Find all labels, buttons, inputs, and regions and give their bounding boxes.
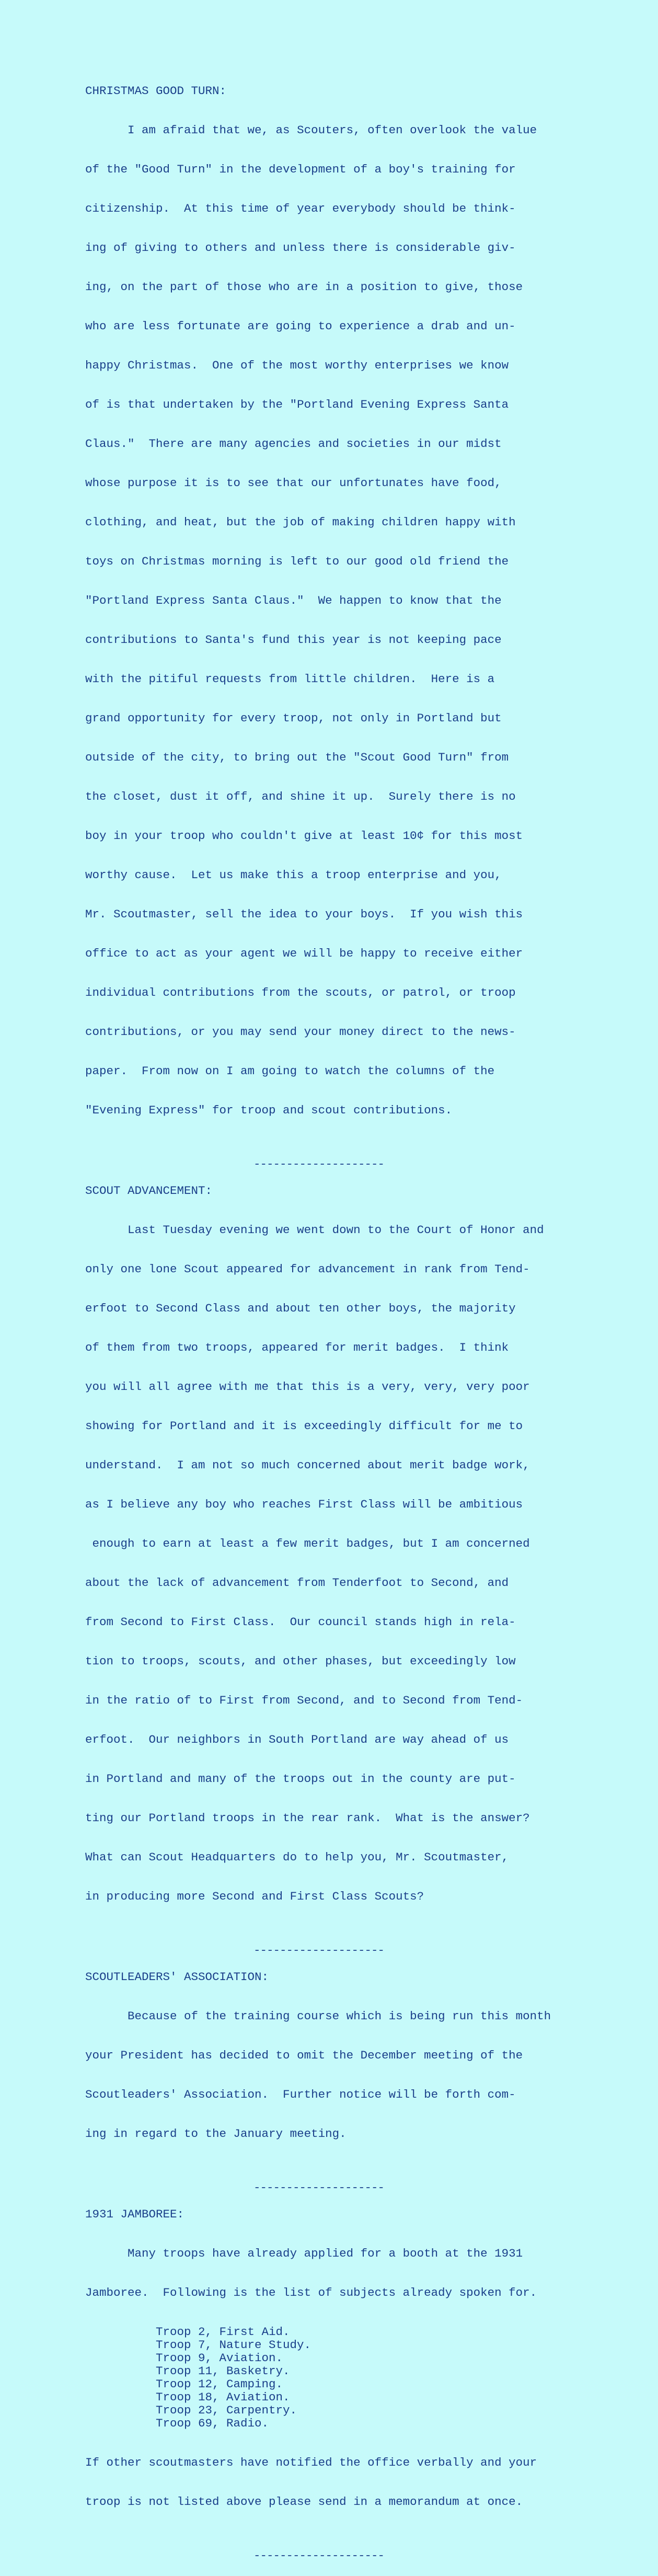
text-line: Many troops have already applied for a booth at the 1931 <box>85 2247 523 2260</box>
text-line: troop is not listed above please send in a memorandum at once. <box>85 2495 523 2509</box>
list-item: Troop 2, First Aid. <box>156 2325 290 2339</box>
text-line: contributions, or you may send your money direct to the news- <box>85 1025 516 1039</box>
text-line: ing, on the part of those who are in a position to give, those <box>85 280 523 294</box>
section-body <box>85 98 597 1143</box>
text-line: about the lack of advancement from Tenderfoot to Second, and <box>85 1576 509 1590</box>
list-item: Troop 9, Aviation. <box>156 2351 283 2365</box>
text-line: as I believe any boy who reaches First Class will be ambitious <box>85 1498 523 1511</box>
text-line: citizenship. At this time of year everybody should be think- <box>85 202 516 215</box>
text-line: grand opportunity for every troop, not only in Portland but <box>85 711 502 725</box>
text-line: toys on Christmas morning is left to our good old friend the <box>85 555 509 568</box>
text-line: of them from two troops, appeared for merit badges. I think <box>85 1341 509 1354</box>
section-scout-advancement <box>85 1184 597 1929</box>
text-line: with the pitiful requests from little children. Here is a <box>85 672 495 686</box>
list-item: Troop 12, Camping. <box>156 2377 283 2391</box>
text-line: you will all agree with me that this is a very, very, very poor <box>85 1380 530 1394</box>
section-body <box>85 2221 597 2326</box>
text-line: understand. I am not so much concerned about merit badge work, <box>85 1458 530 1472</box>
section-body <box>85 1198 597 1929</box>
text-line: I am afraid that we, as Scouters, often overlook the value <box>85 123 537 137</box>
text-line: individual contributions from the scouts, or patrol, or troop <box>85 986 516 999</box>
section-title: 1931 JAMBOREE: <box>85 2207 184 2221</box>
list-item: Troop 7, Nature Study. <box>156 2338 311 2352</box>
troop-subject-list <box>85 2326 597 2430</box>
text-line: in Portland and many of the troops out in the county are put- <box>85 1772 516 1786</box>
closing-note <box>85 2430 597 2535</box>
text-line: outside of the city, to bring out the "Scout Good Turn" from <box>85 751 509 764</box>
section-title: SCOUT ADVANCEMENT: <box>85 1184 213 1198</box>
text-line: paper. From now on I am going to watch the columns of the <box>85 1064 495 1078</box>
text-line: enough to earn at least a few merit badges, but I am concerned <box>85 1537 530 1550</box>
text-line: Scoutleaders' Association. Further notice will be forth com- <box>85 2088 516 2101</box>
section-divider: -------------------- <box>253 2549 385 2562</box>
text-line: showing for Portland and it is exceedingly difficult for me to <box>85 1419 523 1433</box>
text-line: Claus." There are many agencies and societies in our midst <box>85 437 502 451</box>
section-christmas-good-turn <box>85 85 597 1143</box>
section-title: CHRISTMAS GOOD TURN: <box>85 84 227 98</box>
text-line: contributions to Santa's fund this year is not keeping pace <box>85 633 502 647</box>
text-line: your President has decided to omit the December meeting of the <box>85 2049 523 2062</box>
text-line: boy in your troop who couldn't give at least 10¢ for this most <box>85 829 523 843</box>
text-line: ing in regard to the January meeting. <box>85 2127 347 2141</box>
section-body <box>85 1984 597 2167</box>
text-line: erfoot. Our neighbors in South Portland are way ahead of us <box>85 1733 509 1746</box>
text-line: Mr. Scoutmaster, sell the idea to your boys. If you wish this <box>85 907 523 921</box>
section-1931-jamboree <box>85 2208 597 2535</box>
text-line: Jamboree. Following is the list of subjects already spoken for. <box>85 2286 537 2299</box>
text-line: of is that undertaken by the "Portland Evening Express Santa <box>85 398 509 411</box>
section-scoutleaders-association <box>85 1971 597 2167</box>
text-line: clothing, and heat, but the job of making children happy with <box>85 515 516 529</box>
list-item: Troop 23, Carpentry. <box>156 2404 297 2417</box>
text-line: the closet, dust it off, and shine it up. Surely there is no <box>85 790 516 803</box>
newsletter-page <box>85 85 597 2576</box>
text-line: whose purpose it is to see that our unfortunates have food, <box>85 476 502 490</box>
list-item: Troop 69, Radio. <box>156 2417 269 2430</box>
text-line: tion to troops, scouts, and other phases, but exceedingly low <box>85 1654 516 1668</box>
text-line: from Second to First Class. Our council stands high in rela- <box>85 1615 516 1629</box>
text-line: ting our Portland troops in the rear rank. What is the answer? <box>85 1811 530 1825</box>
section-divider: -------------------- <box>253 1157 385 1171</box>
section-divider: -------------------- <box>253 1944 385 1957</box>
text-line: If other scoutmasters have notified the office verbally and your <box>85 2456 537 2469</box>
section-divider: -------------------- <box>253 2181 385 2194</box>
text-line: only one lone Scout appeared for advancement in rank from Tend- <box>85 1262 530 1276</box>
text-line: who are less fortunate are going to experience a drab and un- <box>85 319 516 333</box>
text-line: of the "Good Turn" in the development of a boy's training for <box>85 163 516 176</box>
text-line: Because of the training course which is being run this month <box>85 2009 551 2023</box>
text-line: erfoot to Second Class and about ten other boys, the majority <box>85 1302 516 1315</box>
text-line: "Portland Express Santa Claus." We happen to know that the <box>85 594 502 607</box>
text-line: happy Christmas. One of the most worthy enterprises we know <box>85 359 509 372</box>
text-line: office to act as your agent we will be happy to receive either <box>85 947 523 960</box>
text-line: "Evening Express" for troop and scout contributions. <box>85 1103 453 1117</box>
text-line: Last Tuesday evening we went down to the Court of Honor and <box>85 1223 544 1237</box>
list-item: Troop 11, Basketry. <box>156 2364 290 2378</box>
text-line: What can Scout Headquarters do to help you, Mr. Scoutmaster, <box>85 1850 509 1864</box>
text-line: worthy cause. Let us make this a troop enterprise and you, <box>85 868 502 882</box>
section-title: SCOUTLEADERS' ASSOCIATION: <box>85 1970 269 1984</box>
text-line: in the ratio of to First from Second, and to Second from Tend- <box>85 1694 523 1707</box>
list-item: Troop 18, Aviation. <box>156 2390 290 2404</box>
text-line: ing of giving to others and unless there is considerable giv- <box>85 241 516 255</box>
text-line: in producing more Second and First Class Scouts? <box>85 1890 424 1903</box>
